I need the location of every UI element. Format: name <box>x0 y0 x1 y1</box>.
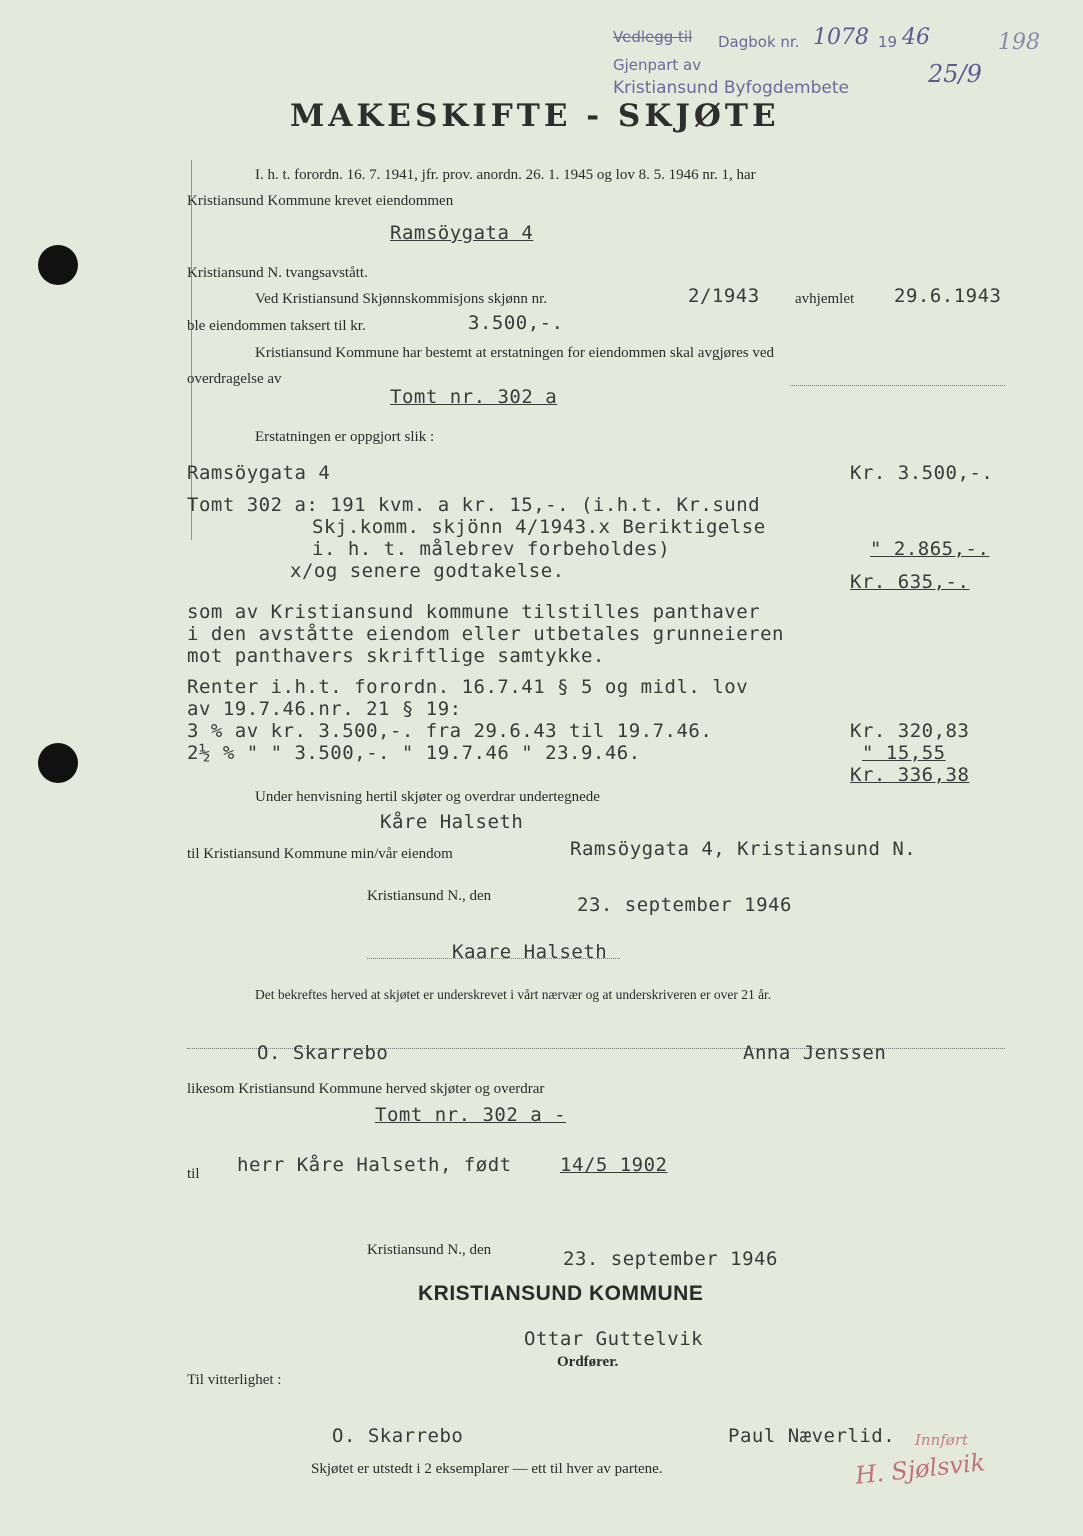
interest-line-4: 2½ % " " 3.500,-. " 19.7.46 " 23.9.46. <box>187 742 641 764</box>
intro-line-1: I. h. t. forordn. 16. 7. 1941, jfr. prov. anordn. 26. 1. 1945 og lov 8. 5. 1946 nr. 1, har <box>255 167 756 183</box>
transfer2-born: 14/5 1902 <box>560 1154 668 1176</box>
skjonn-number: 2/1943 <box>688 285 760 307</box>
stamp-date-note: 25/9 <box>928 60 982 88</box>
row2-line3: i. h. t. målebrev forbeholdes) <box>312 538 671 560</box>
intro-line-3: Kristiansund N. tvangsavstått. <box>187 265 368 281</box>
intro-line-6: Kristiansund Kommune har bestemt at erstatningen for eiendommen skal avgjøres ved <box>255 345 775 361</box>
stamp-vedlegg: Vedlegg til <box>613 28 693 46</box>
row2-line1: Tomt 302 a: 191 kvm. a kr. 15,-. (i.h.t. Kr.sund <box>187 494 761 516</box>
tomt-name: Tomt nr. 302 a <box>390 386 558 408</box>
transfer1-signature: Kaare Halseth <box>452 941 608 963</box>
stamp-year-prefix: 19 <box>878 33 898 51</box>
interest-amount-2: " 15,55 <box>862 742 946 764</box>
row1-label: Ramsöygata 4 <box>187 462 331 484</box>
intro-line-7: overdragelse av <box>187 371 282 387</box>
interest-line-2: av 19.7.46.nr. 21 § 19: <box>187 698 462 720</box>
mayor-title: Ordfører. <box>557 1354 619 1370</box>
footer-text: Skjøtet er utstedt i 2 eksemplarer — ett til hver av partene. <box>311 1461 663 1477</box>
row2-amount: " 2.865,-. <box>870 538 990 560</box>
transfer2-witness-1: O. Skarrebo <box>332 1425 464 1447</box>
transfer2-witness-2: Paul Næverlid. <box>728 1425 896 1447</box>
property-name: Ramsöygata 4 <box>390 222 534 244</box>
binder-hole-bottom <box>38 743 78 783</box>
row3-amount: Kr. 635,-. <box>850 571 970 593</box>
mayor-name: Ottar Guttelvik <box>524 1328 704 1350</box>
intro-line-8: Erstatningen er oppgjort slik : <box>255 429 435 445</box>
document-title: MAKESKIFTE - SKJØTE <box>290 98 780 134</box>
transfer1-property: Ramsöygata 4, Kristiansund N. <box>570 838 917 860</box>
page-number: 198 <box>998 30 1040 55</box>
attest-text: Det bekreftes herved at skjøtet er underskrevet i vårt nærvær og at underskriveren er over 21 år. <box>255 987 772 1002</box>
interest-line-1: Renter i.h.t. forordn. 16.7.41 § 5 og midl. lov <box>187 676 749 698</box>
interest-line-3: 3 % av kr. 3.500,-. fra 29.6.43 til 19.7.46. <box>187 720 713 742</box>
intro-line-4b: avhjemlet <box>795 291 855 307</box>
transfer2-til: til <box>187 1166 200 1182</box>
handwritten-signature: H. Sjølsvik <box>853 1448 987 1490</box>
stamp-dagbok-number: 1078 <box>813 25 869 50</box>
row1-amount: Kr. 3.500,-. <box>850 462 994 484</box>
row2-line4: x/og senere godtakelse. <box>290 560 565 582</box>
taksert-amount: 3.500,-. <box>468 312 564 334</box>
transfer1-place: Kristiansund N., den <box>367 888 492 904</box>
stamp-gjenpart: Gjenpart av <box>613 56 702 74</box>
note-line-1: som av Kristiansund kommune tilstilles panthaver <box>187 601 761 623</box>
org-name: KRISTIANSUND KOMMUNE <box>418 1282 704 1305</box>
binder-hole-top <box>38 245 78 285</box>
transfer2-date: 23. september 1946 <box>563 1248 778 1270</box>
handwritten-note-1: Innført <box>915 1431 969 1449</box>
transfer1-line-1: Under henvisning hertil skjøter og overdrar undertegnede <box>255 789 600 805</box>
transfer2-recipient: herr Kåre Halseth, født <box>237 1154 512 1176</box>
interest-total: Kr. 336,38 <box>850 764 970 786</box>
transfer1-witness-2: Anna Jenssen <box>743 1042 887 1064</box>
transfer1-date: 23. september 1946 <box>577 894 792 916</box>
note-line-2: i den avståtte eiendom eller utbetales grunneieren <box>187 623 784 645</box>
stamp-dagbok-label: Dagbok nr. <box>718 33 800 51</box>
transfer1-witness-1: O. Skarrebo <box>257 1042 389 1064</box>
transfer2-tomt: Tomt nr. 302 a - <box>375 1104 567 1126</box>
intro-line-4a: Ved Kristiansund Skjønnskommisjons skjønn nr. <box>255 291 548 307</box>
transfer2-place: Kristiansund N., den <box>367 1242 492 1258</box>
transfer1-name: Kåre Halseth <box>380 811 524 833</box>
dotted-line <box>790 385 1005 386</box>
stamp-office: Kristiansund Byfogdembete <box>613 78 849 98</box>
row2-line2: Skj.komm. skjönn 4/1943.x Beriktigelse <box>312 516 766 538</box>
transfer2-line-1: likesom Kristiansund Kommune herved skjøter og overdrar <box>187 1081 545 1097</box>
transfer1-line-2: til Kristiansund Kommune min/vår eiendom <box>187 846 453 862</box>
note-line-3: mot panthavers skriftlige samtykke. <box>187 645 605 667</box>
interest-amount-1: Kr. 320,83 <box>850 720 970 742</box>
intro-line-5: ble eiendommen taksert til kr. <box>187 318 366 334</box>
intro-line-2: Kristiansund Kommune krevet eiendommen <box>187 193 454 209</box>
avhjemlet-date: 29.6.1943 <box>894 285 1002 307</box>
stamp-year-suffix: 46 <box>902 25 930 50</box>
witness-label: Til vitterlighet : <box>187 1372 282 1388</box>
